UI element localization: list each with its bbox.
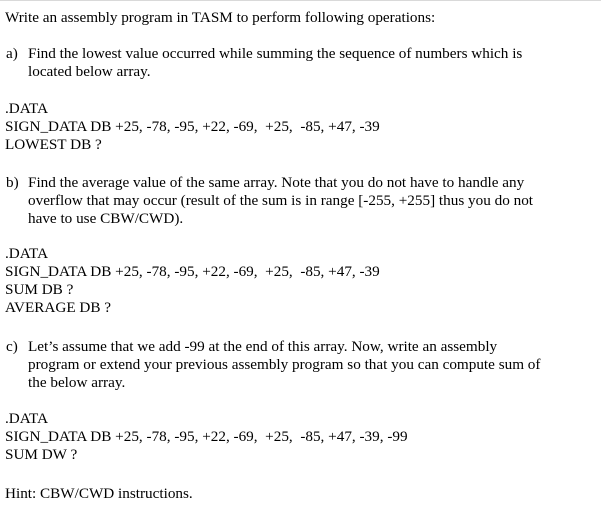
task-a-line-2: located below array. [28,63,151,80]
code-c-line-2: SIGN_DATA DB +25, -78, -95, +22, -69, +25, -85, +47, -39, -99 [5,428,408,445]
task-b-text [28,174,588,228]
top-divider [0,0,601,1]
code-b-line-2: SIGN_DATA DB +25, -78, -95, +22, -69, +25, -85, +47, -39 [5,263,380,280]
task-c-marker: c) [6,338,18,355]
hint-line: Hint: CBW/CWD instructions. [5,485,193,502]
task-b-line-3: have to use CBW/CWD). [28,210,184,227]
task-c-line-1: Let’s assume that we add -99 at the end of this array. Now, write an assembly [28,338,498,355]
code-b-line-4: AVERAGE DB ? [5,299,112,316]
code-a-line-3: LOWEST DB ? [5,136,102,153]
task-c-line-2: program or extend your previous assembly program so that you can compute sum of [28,356,541,373]
code-a-line-1: .DATA [5,100,49,117]
code-c-line-3: SUM DW ? [5,446,78,463]
code-b-line-3: SUM DB ? [5,281,74,298]
task-a-marker: a) [6,45,18,62]
task-c-text [28,338,588,392]
task-b-line-2: overflow that may occur (result of the sum is in range [-255, +255] thus you do not [28,192,534,209]
task-a-text [28,45,588,81]
task-b-marker: b) [6,174,19,191]
task-c-line-3: the below array. [28,374,126,391]
intro-line: Write an assembly program in TASM to perform following operations: [5,9,436,26]
code-a-line-2: SIGN_DATA DB +25, -78, -95, +22, -69, +25, -85, +47, -39 [5,118,380,135]
code-b-line-1: .DATA [5,245,49,262]
code-c-line-1: .DATA [5,410,49,427]
task-a-line-1: Find the lowest value occurred while summing the sequence of numbers which is [28,45,523,62]
task-b-line-1: Find the average value of the same array. Note that you do not have to handle any [28,174,525,191]
